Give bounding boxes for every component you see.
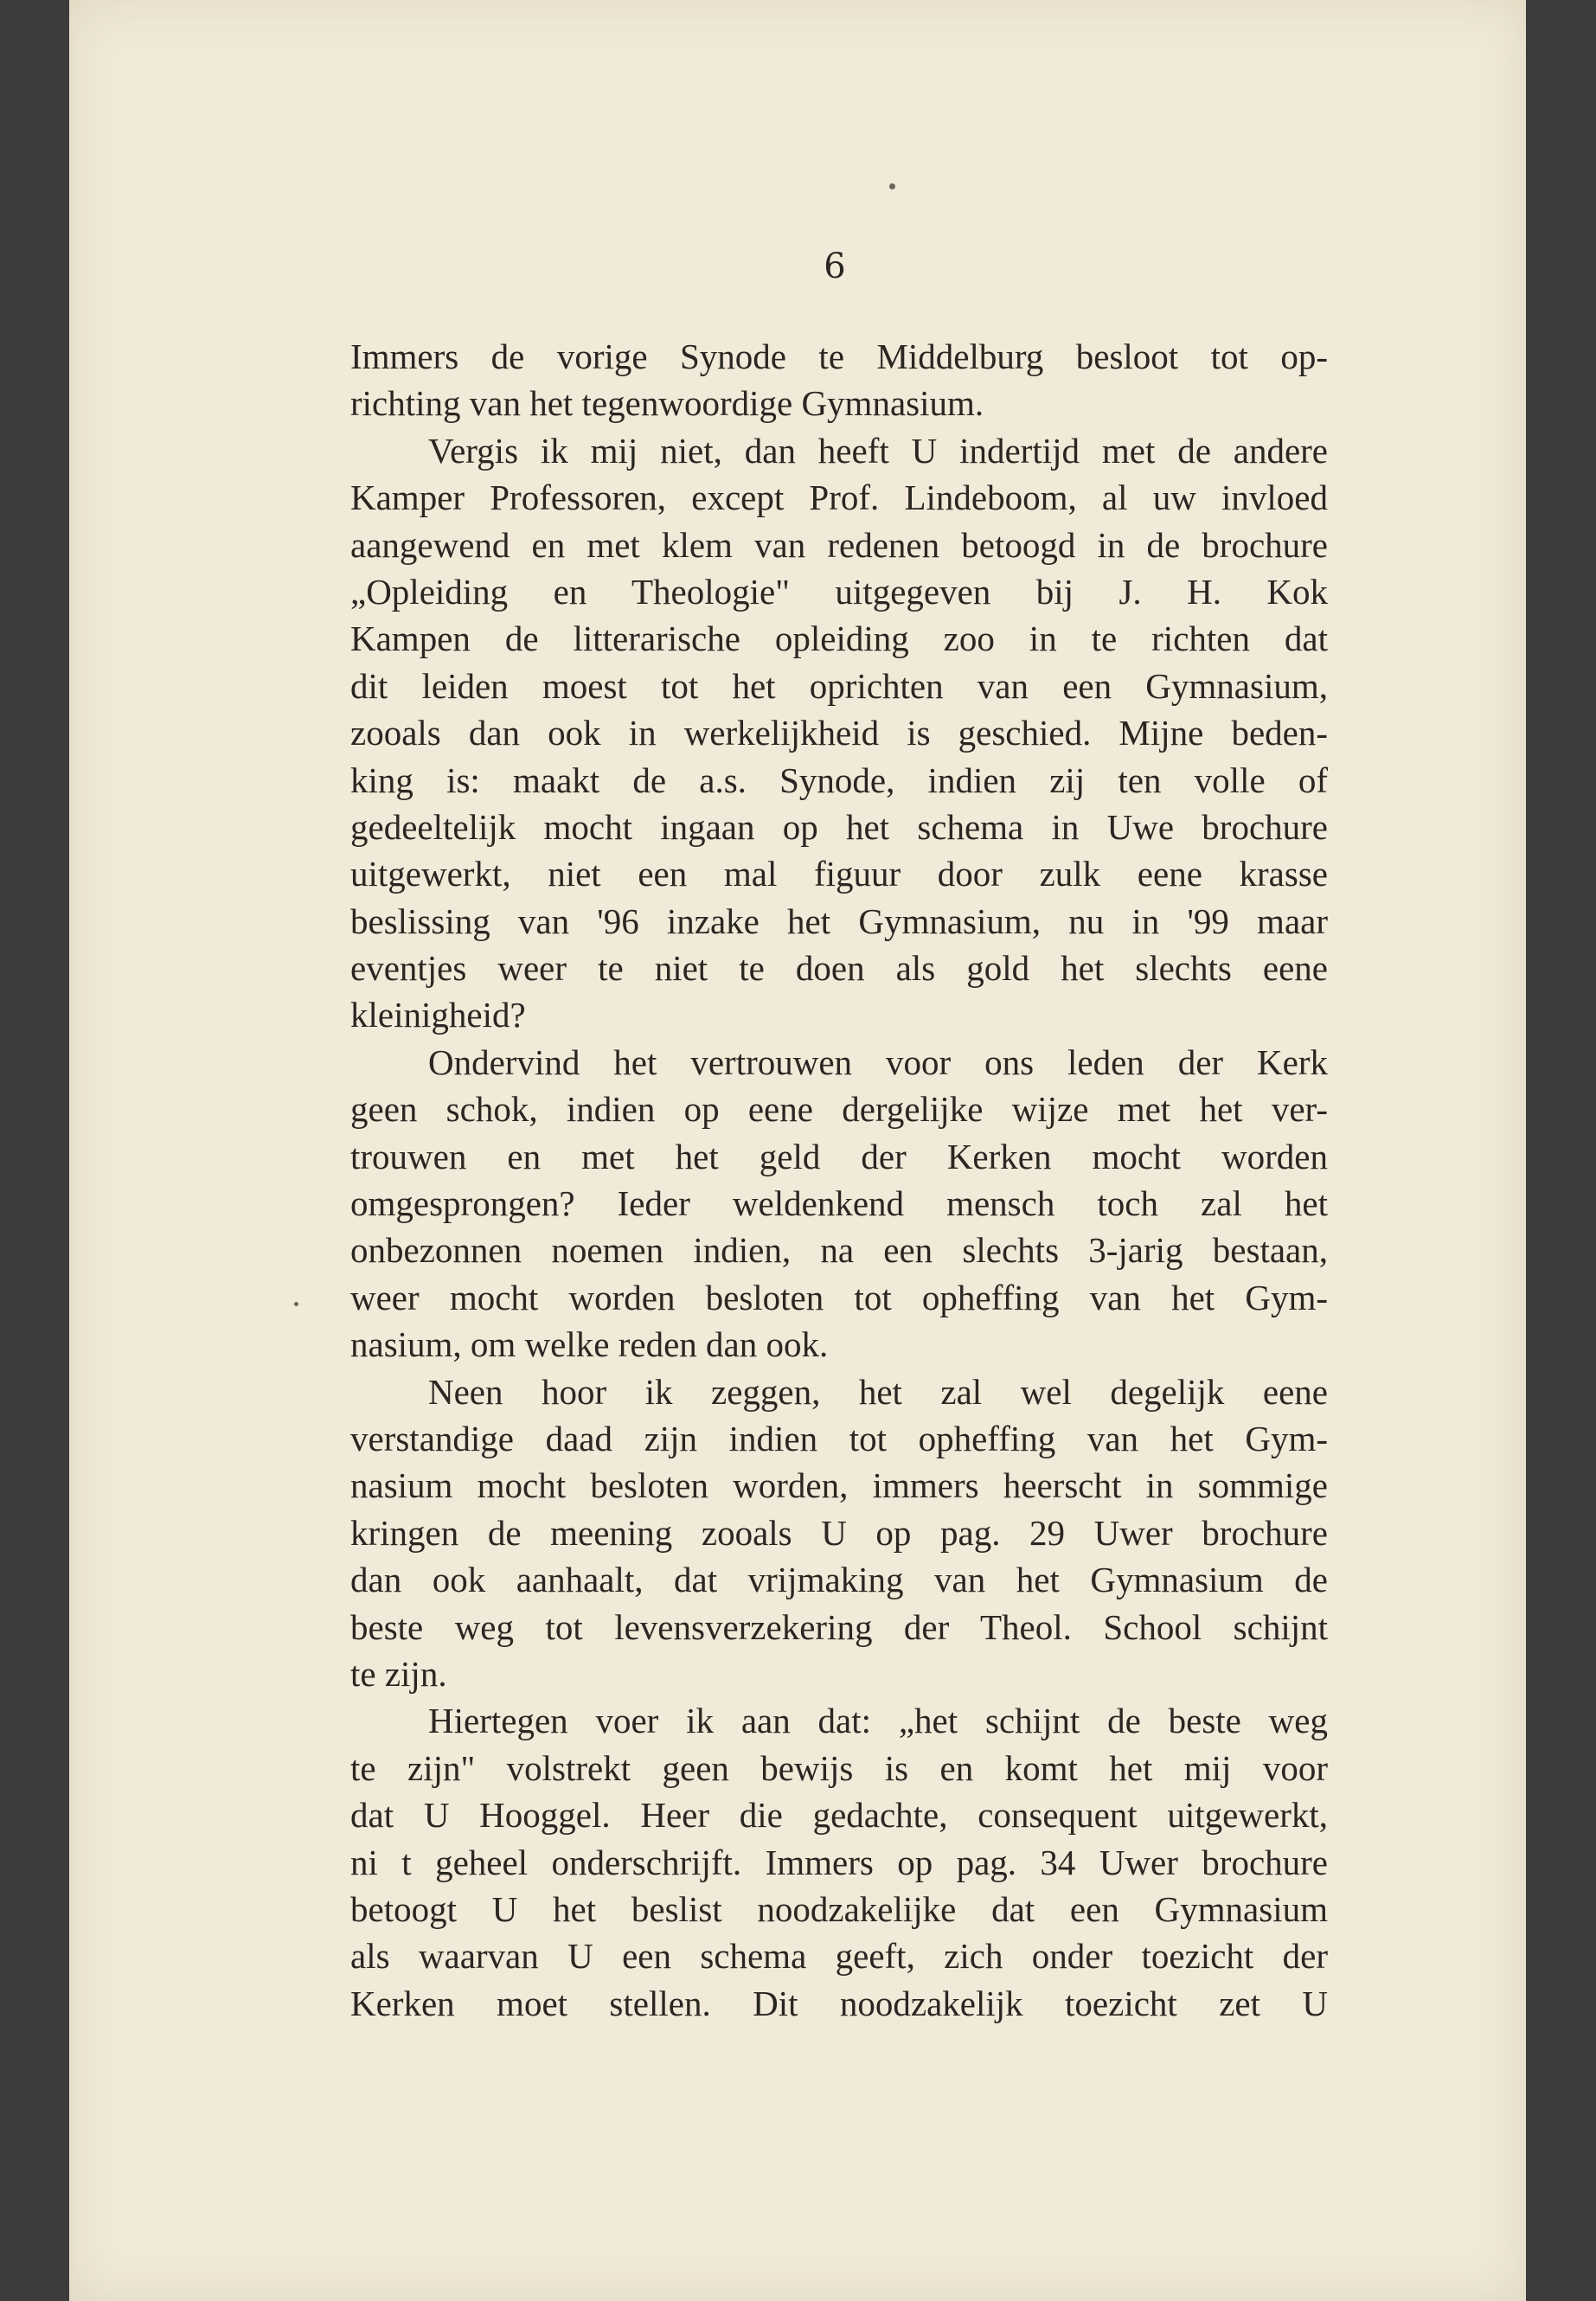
text-line: uitgewerkt, niet een mal figuur door zulk eene krasse — [350, 854, 1328, 894]
text-line: betoogt U het beslist noodzakelijke dat een Gymnasium — [350, 1888, 1328, 1929]
text-line: kleinigheid? — [350, 995, 526, 1035]
text-line: trouwen en met het geld der Kerken mocht worden — [350, 1136, 1328, 1176]
paper-speck — [889, 183, 895, 189]
page-number: 6 — [824, 247, 846, 286]
text-line: Vergis ik mij niet, dan heeft U indertijd met de andere — [428, 430, 1328, 471]
text-line: Immers de vorige Synode te Middelburg besloot tot op- — [350, 336, 1328, 376]
text-line: te zijn. — [350, 1653, 447, 1694]
body-text — [350, 333, 1328, 2027]
text-line: Kampen de litterarische opleiding zoo in te richten dat — [350, 619, 1328, 659]
text-line: nasium mocht besloten worden, immers heerscht in sommige — [350, 1465, 1328, 1506]
text-line: omgesprongen? Ieder weldenkend mensch toch zal het — [350, 1183, 1328, 1224]
paper-speck — [294, 1302, 298, 1306]
text-line: dan ook aanhaalt, dat vrijmaking van het Gymnasium de — [350, 1560, 1328, 1600]
text-line: gedeeltelijk mocht ingaan op het schema in Uwe brochure — [350, 806, 1328, 847]
text-line: dat U Hooggel. Heer die gedachte, consequent uitgewerkt, — [350, 1795, 1328, 1836]
text-line: geen schok, indien op eene dergelijke wijze met het ver- — [350, 1089, 1328, 1130]
text-line: weer mocht worden besloten tot opheffing van het Gym- — [350, 1277, 1328, 1317]
text-line: als waarvan U een schema geeft, zich onder toezicht der — [350, 1936, 1328, 1977]
text-line: dit leiden moest tot het oprichten van een Gymnasium, — [350, 665, 1328, 706]
text-line: nasium, om welke reden dan ook. — [350, 1324, 829, 1365]
text-line: zooals dan ook in werkelijkheid is geschied. Mijne beden- — [350, 713, 1328, 753]
scan-border-right — [1526, 0, 1596, 2301]
text-line: eventjes weer te niet te doen als gold het slechts eene — [350, 948, 1328, 989]
text-line: Hiertegen voer ik aan dat: „het schijnt de beste weg — [428, 1701, 1328, 1741]
text-line: richting van het tegenwoordige Gymnasium. — [350, 383, 984, 424]
text-line: te zijn" volstrekt geen bewijs is en komt het mij voor — [350, 1747, 1328, 1788]
text-line: aangewend en met klem van redenen betoogd in de brochure — [350, 524, 1328, 565]
text-line: beslissing van '96 inzake het Gymnasium, nu in '99 maar — [350, 901, 1328, 941]
text-line: Kamper Professoren, except Prof. Lindeboom, al uw invloed — [350, 478, 1328, 518]
text-line: Neen hoor ik zeggen, het zal wel degelijk eene — [428, 1371, 1328, 1412]
text-line: beste weg tot levensverzekering der Theol. School schijnt — [350, 1606, 1328, 1647]
text-line: „Opleiding en Theologie" uitgegeven bij J. H. Kok — [350, 571, 1328, 612]
text-line: Ondervind het vertrouwen voor ons leden der Kerk — [428, 1042, 1328, 1082]
text-line: kringen de meening zooals U op pag. 29 Uwer brochure — [350, 1512, 1328, 1553]
text-line: Kerken moet stellen. Dit noodzakelijk toezicht zet U — [350, 1983, 1328, 2023]
text-line: king is: maakt de a.s. Synode, indien zij ten volle of — [350, 760, 1328, 800]
text-line: ni t geheel onderschrijft. Immers op pag. 34 Uwer brochure — [350, 1842, 1328, 1882]
text-line: onbezonnen noemen indien, na een slechts 3-jarig bestaan, — [350, 1230, 1328, 1271]
text-line: verstandige daad zijn indien tot opheffing van het Gym- — [350, 1418, 1328, 1458]
scan-border-left — [0, 0, 69, 2301]
